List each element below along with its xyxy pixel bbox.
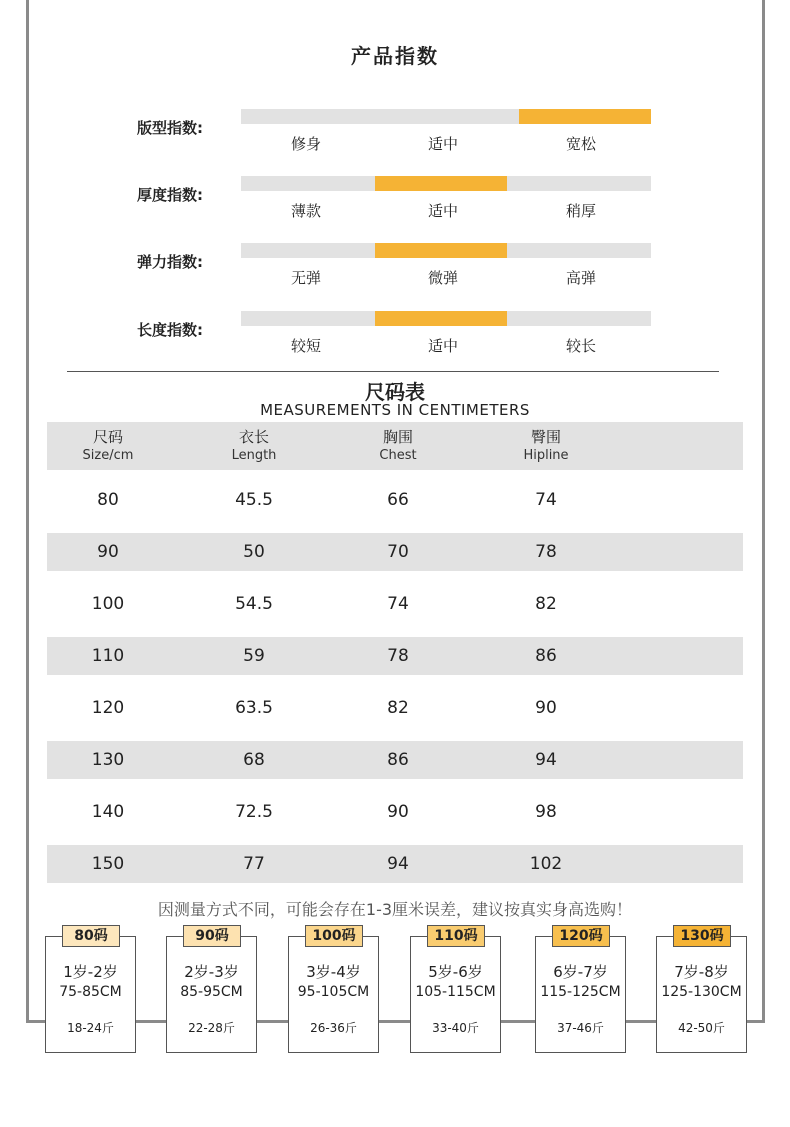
table-cell: 45.5 [235, 490, 273, 510]
index-row-elasticity [0, 243, 790, 303]
table-cell: 66 [387, 490, 409, 510]
size-card [288, 928, 379, 1053]
age-range: 7岁-8岁 [674, 963, 729, 981]
index-selected-segment [519, 109, 651, 124]
table-cell: 77 [243, 854, 265, 874]
index-selected-segment [375, 243, 507, 258]
size-badge: 130码 [673, 925, 731, 947]
height-range: 105-115CM [415, 984, 496, 1000]
table-cell: 90 [97, 542, 119, 562]
age-range: 3岁-4岁 [306, 963, 361, 981]
size-card [166, 928, 257, 1053]
table-cell: 50 [243, 542, 265, 562]
height-range: 85-95CM [180, 984, 243, 1000]
table-cell: 59 [243, 646, 265, 666]
table-row [47, 845, 743, 883]
age-range: 2岁-3岁 [184, 963, 239, 981]
size-badge: 90码 [183, 925, 241, 947]
index-option: 高弹 [565, 269, 596, 287]
table-cell: 63.5 [235, 698, 273, 718]
header-en: Size/cm [82, 448, 134, 463]
header-zh: 尺码 [92, 428, 123, 446]
index-bar [241, 311, 651, 326]
table-cell: 86 [387, 750, 409, 770]
index-option: 稍厚 [565, 202, 596, 220]
size-table-subtitle: MEASUREMENTS IN CENTIMETERS [260, 401, 530, 419]
measurement-note: 因测量方式不同，可能会存在1-3厘米误差，建议按真实身高选购！ [157, 900, 633, 919]
table-row [47, 637, 743, 675]
table-cell: 68 [243, 750, 265, 770]
index-label: 厚度指数: [137, 186, 203, 204]
index-option: 较短 [290, 337, 321, 355]
header-en: Hipline [523, 448, 569, 463]
table-cell: 90 [535, 698, 557, 718]
header-hipline [476, 428, 616, 464]
table-cell: 150 [91, 854, 125, 874]
header-zh: 胸围 [382, 428, 413, 446]
index-bar [241, 176, 651, 191]
header-zh: 臀围 [530, 428, 561, 446]
table-row [47, 793, 743, 831]
height-range: 115-125CM [540, 984, 621, 1000]
size-card [45, 928, 136, 1053]
size-card [410, 928, 501, 1053]
index-row-fit [0, 109, 790, 169]
size-card [535, 928, 626, 1053]
table-cell: 74 [387, 594, 409, 614]
table-cell: 98 [535, 802, 557, 822]
size-table-title: 尺码表 [365, 380, 425, 404]
size-card [656, 928, 747, 1053]
size-badge: 120码 [552, 925, 610, 947]
index-label: 长度指数: [137, 321, 203, 339]
table-cell: 80 [97, 490, 119, 510]
header-zh: 衣长 [238, 428, 269, 446]
table-cell: 100 [91, 594, 125, 614]
weight-range: 33-40斤 [432, 1021, 479, 1035]
weight-range: 18-24斤 [67, 1021, 114, 1035]
index-option: 适中 [427, 202, 458, 220]
table-cell: 94 [535, 750, 557, 770]
index-selected-segment [375, 311, 507, 326]
size-badge: 110码 [427, 925, 485, 947]
table-cell: 140 [91, 802, 125, 822]
index-option: 无弹 [290, 269, 321, 287]
weight-range: 26-36斤 [310, 1021, 357, 1035]
index-option: 薄款 [290, 202, 321, 220]
index-option: 较长 [565, 337, 596, 355]
index-label: 版型指数: [137, 119, 203, 137]
age-range: 5岁-6岁 [428, 963, 483, 981]
table-cell: 78 [535, 542, 557, 562]
weight-range: 22-28斤 [188, 1021, 235, 1035]
table-cell: 110 [91, 646, 125, 666]
header-en: Chest [379, 448, 417, 463]
height-range: 75-85CM [59, 984, 122, 1000]
table-cell: 130 [91, 750, 125, 770]
index-row-thickness [0, 176, 790, 236]
index-label: 弹力指数: [137, 253, 203, 271]
index-option: 适中 [427, 337, 458, 355]
table-cell: 120 [91, 698, 125, 718]
index-bar [241, 109, 651, 124]
table-cell: 102 [529, 854, 563, 874]
table-cell: 74 [535, 490, 557, 510]
table-row [47, 741, 743, 779]
table-cell: 82 [535, 594, 557, 614]
index-option: 宽松 [565, 135, 596, 153]
header-size [38, 428, 178, 464]
table-row [47, 585, 743, 623]
height-range: 125-130CM [661, 984, 742, 1000]
weight-range: 42-50斤 [678, 1021, 725, 1035]
age-range: 1岁-2岁 [63, 963, 118, 981]
table-cell: 86 [535, 646, 557, 666]
table-cell: 82 [387, 698, 409, 718]
header-length [184, 428, 324, 464]
table-cell: 78 [387, 646, 409, 666]
size-table-header [47, 422, 743, 470]
section-divider [67, 371, 719, 372]
table-cell: 54.5 [235, 594, 273, 614]
frame-bottom-border [26, 1020, 765, 1023]
height-range: 95-105CM [297, 984, 370, 1000]
size-badge: 80码 [62, 925, 120, 947]
weight-range: 37-46斤 [557, 1021, 604, 1035]
index-option: 修身 [290, 135, 321, 153]
table-row [47, 533, 743, 571]
size-badge: 100码 [305, 925, 363, 947]
header-chest [328, 428, 468, 464]
index-bar [241, 243, 651, 258]
table-cell: 70 [387, 542, 409, 562]
product-index-title: 产品指数 [351, 44, 439, 68]
index-row-length [0, 311, 790, 371]
table-cell: 94 [387, 854, 409, 874]
table-row [47, 481, 743, 519]
index-option: 微弹 [427, 269, 458, 287]
table-cell: 90 [387, 802, 409, 822]
header-en: Length [231, 448, 277, 463]
index-selected-segment [375, 176, 507, 191]
index-option: 适中 [427, 135, 458, 153]
age-range: 6岁-7岁 [553, 963, 608, 981]
table-cell: 72.5 [235, 802, 273, 822]
table-row [47, 689, 743, 727]
